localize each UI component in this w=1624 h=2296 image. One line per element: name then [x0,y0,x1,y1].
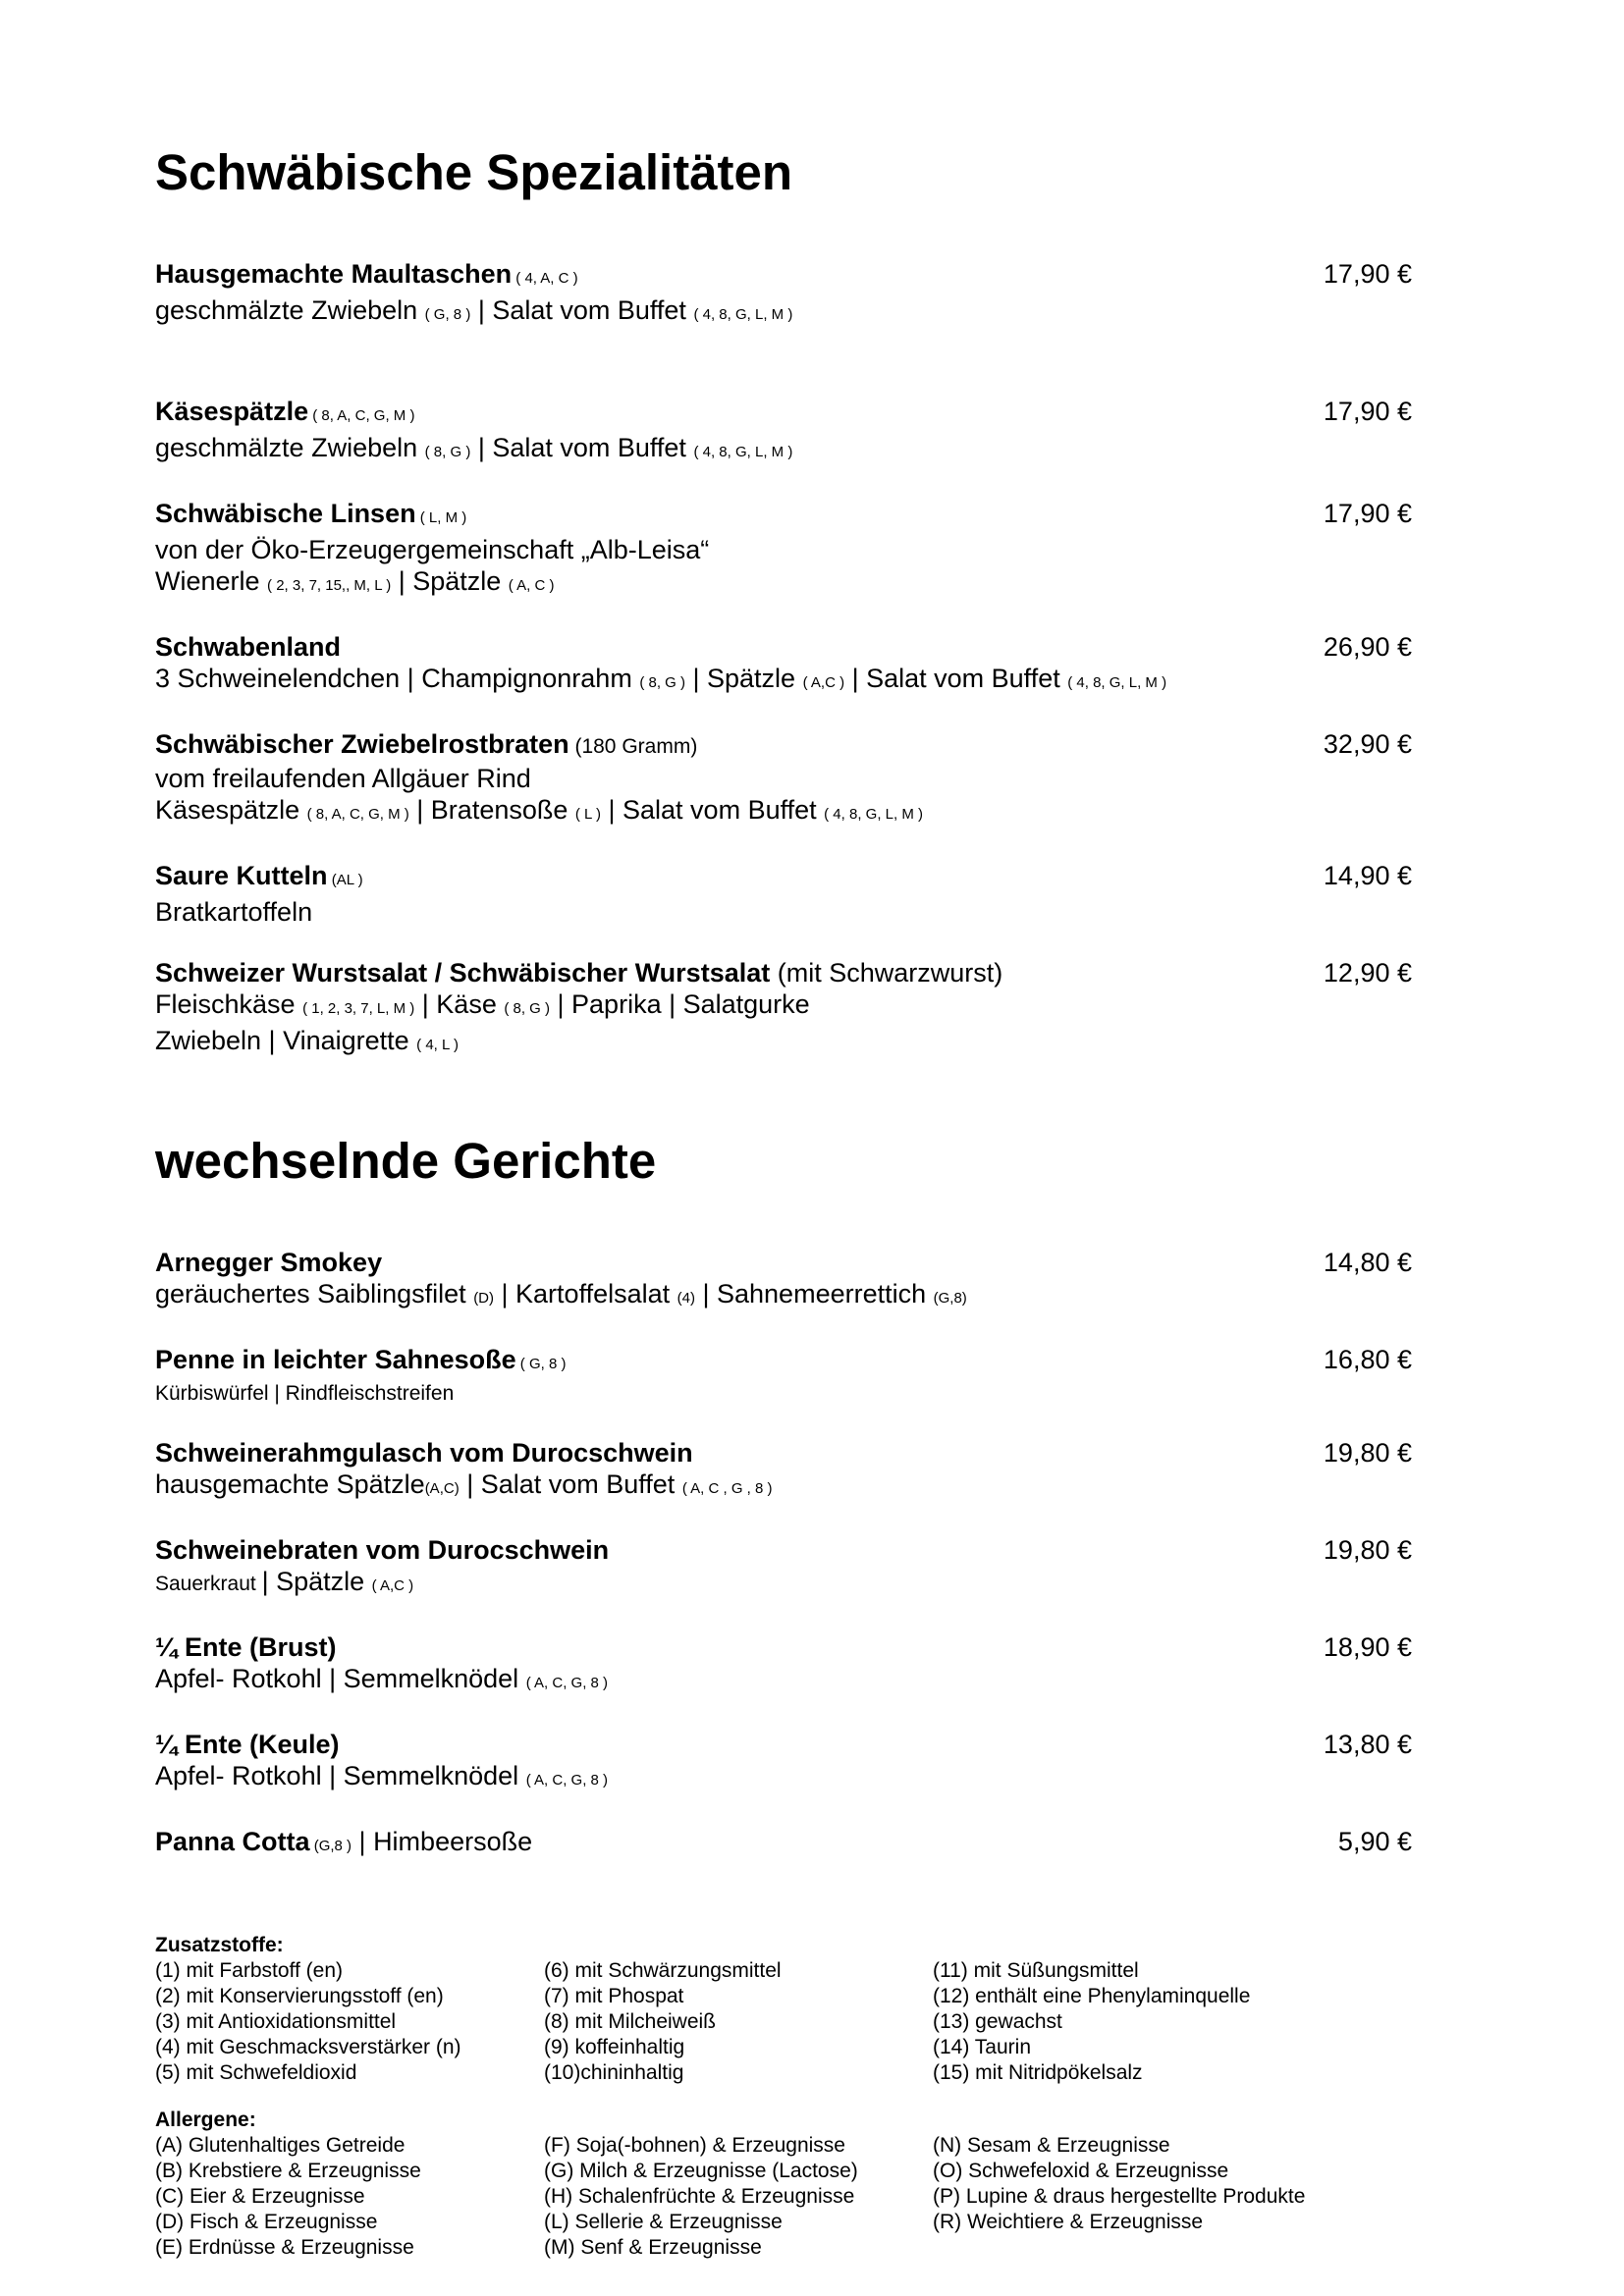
item-price: 26,90 € [1323,632,1412,662]
item-title-line [155,498,1422,534]
item-text: von der Öko-Erzeugergemeinschaft „Alb-Leisa“ [155,535,710,564]
item-description-line [155,794,1422,830]
item-price: 32,90 € [1323,729,1412,759]
item-title-line [155,1247,1422,1278]
item-name: Schwäbische Linsen [155,499,416,528]
allergen-codes: ( G, 8 ) [424,306,471,323]
additive-entry: (9) koffeinhaltig [544,2036,685,2058]
item-text: hausgemachte Spätzle [155,1469,425,1499]
item-description-line [155,432,1422,468]
allergen-entry: (L) Sellerie & Erzeugnisse [544,2211,783,2233]
additive-entry: (2) mit Konservierungsstoff (en) [155,1985,444,2007]
allergen-entry: (C) Eier & Erzeugnisse [155,2185,365,2208]
item-title-line [155,1826,1422,1862]
item-name: ¼ Ente (Brust) [155,1632,337,1662]
item-text: geschmälzte Zwiebeln [155,295,425,325]
item-price: 17,90 € [1323,259,1412,289]
item-price: 17,90 € [1323,499,1412,528]
item-text: (mit Schwarzwurst) [770,958,1003,988]
additive-entry: (3) mit Antioxidationsmittel [155,2010,397,2033]
allergen-entry: (R) Weichtiere & Erzeugnisse [933,2211,1204,2233]
allergen-codes: ( A, C, G, 8 ) [525,1772,609,1789]
menu-item [155,1631,1422,1699]
item-text: geschmälzte Zwiebeln [155,433,425,462]
item-text: | Käse [414,989,505,1019]
allergen-codes: ( A, C, G, 8 ) [525,1675,609,1691]
allergen-entry [933,2235,1326,2261]
additive-entry: (5) mit Schwefeldioxid [155,2061,357,2084]
allergen-codes: ( A,C ) [802,674,845,691]
allergen-codes: (D) [473,1290,495,1307]
item-title-line [155,860,1422,896]
additive-entry: (14) Taurin [933,2036,1031,2058]
allergen-codes: (G,8 ) [309,1838,352,1854]
item-text: Fleischkäse [155,989,303,1019]
allergen-codes: ( 8, G ) [504,1000,551,1017]
item-price: 12,90 € [1323,958,1412,988]
item-text: Apfel- Rotkohl | Semmelknödel [155,1761,526,1790]
menu-item [155,1826,1422,1862]
allergen-entry: (N) Sesam & Erzeugnisse [933,2134,1170,2157]
allergen-codes: ( A,C ) [371,1577,414,1594]
item-name: Penne in leichter Sahnesoße [155,1345,516,1374]
allergens-title: Allergene: [155,2109,256,2131]
item-price: 17,90 € [1323,397,1412,426]
allergen-codes: (AL ) [327,872,363,888]
item-text: | Salat vom Buffet [601,795,825,825]
item-text: | Spätzle [391,566,509,596]
allergen-codes: (4) [677,1290,695,1307]
item-name: Arnegger Smokey [155,1248,383,1277]
additives-list [155,1958,1422,2086]
item-text: vom freilaufenden Allgäuer Rind [155,764,531,793]
menu-item [155,1344,1422,1408]
item-title-line [155,396,1422,432]
allergen-entry: (M) Senf & Erzeugnisse [544,2236,762,2259]
menu-item [155,1437,1422,1505]
allergen-codes: ( 4, 8, G, L, M ) [693,444,793,460]
additive-entry: (6) mit Schwärzungsmittel [544,1959,782,1982]
additive-entry: (8) mit Milcheiweiß [544,2010,717,2033]
allergen-codes: ( 4, L ) [416,1037,459,1053]
item-name: Käsespätzle [155,397,309,426]
menu-item [155,728,1422,830]
item-title-line [155,1534,1422,1566]
item-title-line [155,1631,1422,1663]
item-description-line [155,1278,1422,1314]
item-text: | Salat vom Buffet [459,1469,682,1499]
menu-item [155,957,1422,1061]
item-text: Bratkartoffeln [155,897,313,927]
item-description-line [155,1566,1422,1602]
legend [155,1933,1422,2261]
item-description-line [155,988,1422,1025]
item-text: | Salat vom Buffet [844,664,1068,693]
additives-title: Zusatzstoffe: [155,1934,284,1956]
item-description-line [155,1663,1422,1699]
section-title: wechselnde Gerichte [155,1133,657,1189]
additive-entry: (13) gewachst [933,2010,1062,2033]
allergen-codes: ( 4, 8, G, L, M ) [693,306,793,323]
allergen-entry: (B) Krebstiere & Erzeugnisse [155,2160,421,2182]
item-price: 16,80 € [1323,1345,1412,1374]
additives-block [155,1933,1422,2086]
menu-item [155,498,1422,602]
item-text: | Sahnemeerrettich [694,1279,934,1308]
item-text: | Spätzle [261,1567,372,1596]
allergen-entry: (F) Soja(-bohnen) & Erzeugnisse [544,2134,845,2157]
allergen-entry: (O) Schwefeloxid & Erzeugnisse [933,2160,1229,2182]
allergen-codes: ( A, C ) [508,577,555,594]
allergens-list [155,2133,1422,2261]
item-description-line [155,294,1422,331]
allergen-entry: (E) Erdnüsse & Erzeugnisse [155,2236,414,2259]
item-title-line [155,258,1422,294]
item-text: Kürbiswürfel | Rindfleischstreifen [155,1382,455,1405]
allergen-entry: (D) Fisch & Erzeugnisse [155,2211,378,2233]
item-description-line [155,1468,1422,1505]
allergen-entry: (H) Schalenfrüchte & Erzeugnisse [544,2185,855,2208]
item-price: 18,90 € [1323,1632,1412,1662]
additive-entry: (11) mit Süßungsmittel [933,1959,1139,1982]
item-name: Schwäbischer Zwiebelrostbraten [155,729,569,759]
menu-item [155,1534,1422,1602]
allergen-entry: (A) Glutenhaltiges Getreide [155,2134,406,2157]
additive-entry: (7) mit Phospat [544,1985,684,2007]
item-price: 19,80 € [1323,1535,1412,1565]
item-text: Apfel- Rotkohl | Semmelknödel [155,1664,526,1693]
allergen-codes: ( L ) [574,806,601,823]
item-name: Saure Kutteln [155,861,328,890]
item-title-line [155,1437,1422,1468]
allergen-codes: (G,8) [933,1290,967,1307]
allergen-codes: ( L, M ) [415,509,467,526]
item-text: Zwiebeln | Vinaigrette [155,1026,417,1055]
menu-item [155,396,1422,468]
allergen-codes: ( 4, 8, G, L, M ) [824,806,923,823]
item-name: ¼ Ente (Keule) [155,1730,340,1759]
menu-item [155,258,1422,331]
item-title-line [155,728,1422,763]
additive-entry: (10)chininhaltig [544,2061,684,2084]
item-name: Schweinebraten vom Durocschwein [155,1535,610,1565]
allergens-block [155,2108,1422,2261]
allergen-codes: ( 8, G ) [424,444,471,460]
allergen-codes: (A,C) [424,1480,460,1497]
item-text: geräuchertes Saiblingsfilet [155,1279,474,1308]
item-text: | Spätzle [685,664,803,693]
allergen-entry: (P) Lupine & draus hergestellte Produkte [933,2185,1306,2208]
menu-sections [155,144,1422,1862]
item-text: | Paprika | Salatgurke [550,989,810,1019]
item-text: | Salat vom Buffet [470,295,694,325]
additive-entry: (12) enthält eine Phenylaminquelle [933,1985,1251,2007]
item-description-line [155,1380,1422,1408]
item-text: | Kartoffelsalat [494,1279,677,1308]
item-text: Käsespätzle [155,795,307,825]
item-price: 13,80 € [1323,1730,1412,1759]
item-description-line [155,763,1422,794]
menu-item [155,631,1422,699]
item-text: | Salat vom Buffet [470,433,694,462]
menu-item [155,1729,1422,1796]
item-description-line [155,1025,1422,1061]
allergen-codes: ( 4, A, C ) [512,270,578,287]
item-title-line [155,1344,1422,1380]
allergen-codes: ( A, C , G , 8 ) [681,1480,773,1497]
item-name: Schweizer Wurstsalat / Schwäbischer Wurstsalat [155,958,771,988]
item-price: 19,80 € [1323,1438,1412,1468]
allergen-codes: ( 8, A, C, G, M ) [306,806,409,823]
menu-item [155,1247,1422,1314]
allergen-codes: ( 8, A, C, G, M ) [308,407,415,424]
allergen-codes: ( G, 8 ) [515,1356,567,1372]
item-title-line [155,957,1422,988]
item-price: 14,80 € [1323,1248,1412,1277]
allergen-codes: ( 4, 8, G, L, M ) [1067,674,1167,691]
item-name: Schwabenland [155,632,342,662]
item-name: Schweinerahmgulasch vom Durocschwein [155,1438,693,1468]
menu-page [155,144,1422,2282]
additive-entry: (4) mit Geschmacksverstärker (n) [155,2036,461,2058]
additive-entry: (15) mit Nitridpökelsalz [933,2061,1143,2084]
item-description-line [155,896,1422,928]
item-price: 5,90 € [1337,1827,1412,1856]
item-note: (180 Gramm) [568,735,698,758]
section-title: Schwäbische Spezialitäten [155,144,793,200]
allergen-codes: ( 2, 3, 7, 15,, M, L ) [267,577,392,594]
menu-item [155,860,1422,928]
additive-entry: (1) mit Farbstoff (en) [155,1959,343,1982]
item-description-line [155,534,1422,565]
item-title-line [155,1729,1422,1760]
item-text: Sauerkraut [155,1573,262,1595]
item-text: | Himbeersoße [352,1827,533,1856]
allergen-entry: (G) Milch & Erzeugnisse (Lactose) [544,2160,858,2182]
item-text: Wienerle [155,566,268,596]
item-name: Panna Cotta [155,1827,310,1856]
item-description-line [155,565,1422,602]
item-description-line [155,663,1422,699]
item-name: Hausgemachte Maultaschen [155,259,513,289]
item-text: 3 Schweinelendchen | Champignonrahm [155,664,640,693]
item-text: | Bratensoße [408,795,575,825]
allergen-codes: ( 8, G ) [639,674,685,691]
item-description-line [155,1760,1422,1796]
item-price: 14,90 € [1323,861,1412,890]
allergen-codes: ( 1, 2, 3, 7, L, M ) [302,1000,415,1017]
item-title-line [155,631,1422,663]
